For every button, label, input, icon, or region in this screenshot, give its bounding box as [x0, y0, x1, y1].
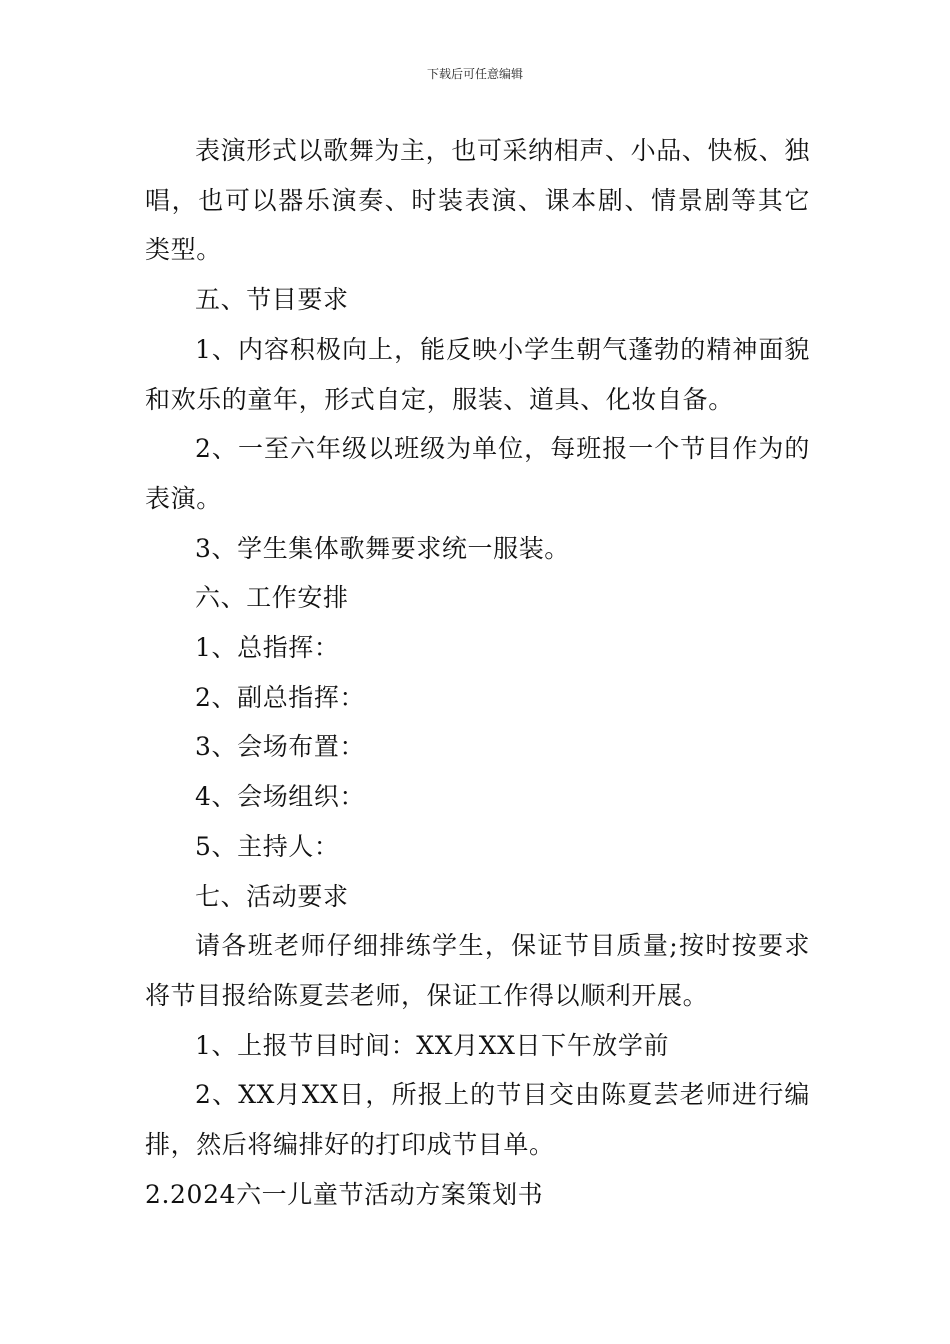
list-item-uniform-costume: 3、学生集体歌舞要求统一服装。 [195, 533, 570, 563]
list-item-content-requirement: 1、内容积极向上，能反映小学生朝气蓬勃的精神面貌和欢乐的童年，形式自定，服装、道具、化妆自备。 [145, 334, 810, 414]
section-heading-program-requirements: 五、节目要求 [195, 285, 349, 315]
list-item-venue-setup: 3、会场布置： [195, 732, 366, 762]
section-heading-work-arrangement: 六、工作安排 [195, 583, 349, 613]
document-subtitle: 2.2024六一儿童节活动方案策划书 [145, 1179, 544, 1209]
paragraph-performance-forms: 表演形式以歌舞为主，也可采纳相声、小品、快板、独唱，也可以器乐演奏、时装表演、课本剧、情景剧等其它类型。 [145, 136, 810, 265]
list-item-program-arrangement: 2、XX月XX日，所报上的节目交由陈夏芸老师进行编排，然后将编排好的打印成节目单。 [145, 1080, 810, 1160]
page-header-note: 下载后可任意编辑 [426, 67, 523, 81]
paragraph-teacher-instructions: 请各班老师仔细排练学生，保证节目质量;按时按要求将节目报给陈夏芸老师，保证工作得以顺利开展。 [145, 931, 810, 1010]
list-item-deputy-commander: 2、副总指挥： [195, 682, 366, 712]
section-heading-activity-requirements: 七、活动要求 [195, 881, 349, 911]
list-item-chief-commander: 1、总指挥： [195, 633, 340, 663]
list-item-host: 5、主持人： [195, 831, 340, 861]
list-item-class-unit: 2、一至六年级以班级为单位，每班报一个节目作为的表演。 [145, 434, 810, 513]
document-body [145, 126, 810, 1219]
list-item-venue-organization: 4、会场组织： [195, 782, 366, 812]
list-item-submission-time: 1、上报节目时间：XX月XX日下午放学前 [195, 1030, 670, 1060]
